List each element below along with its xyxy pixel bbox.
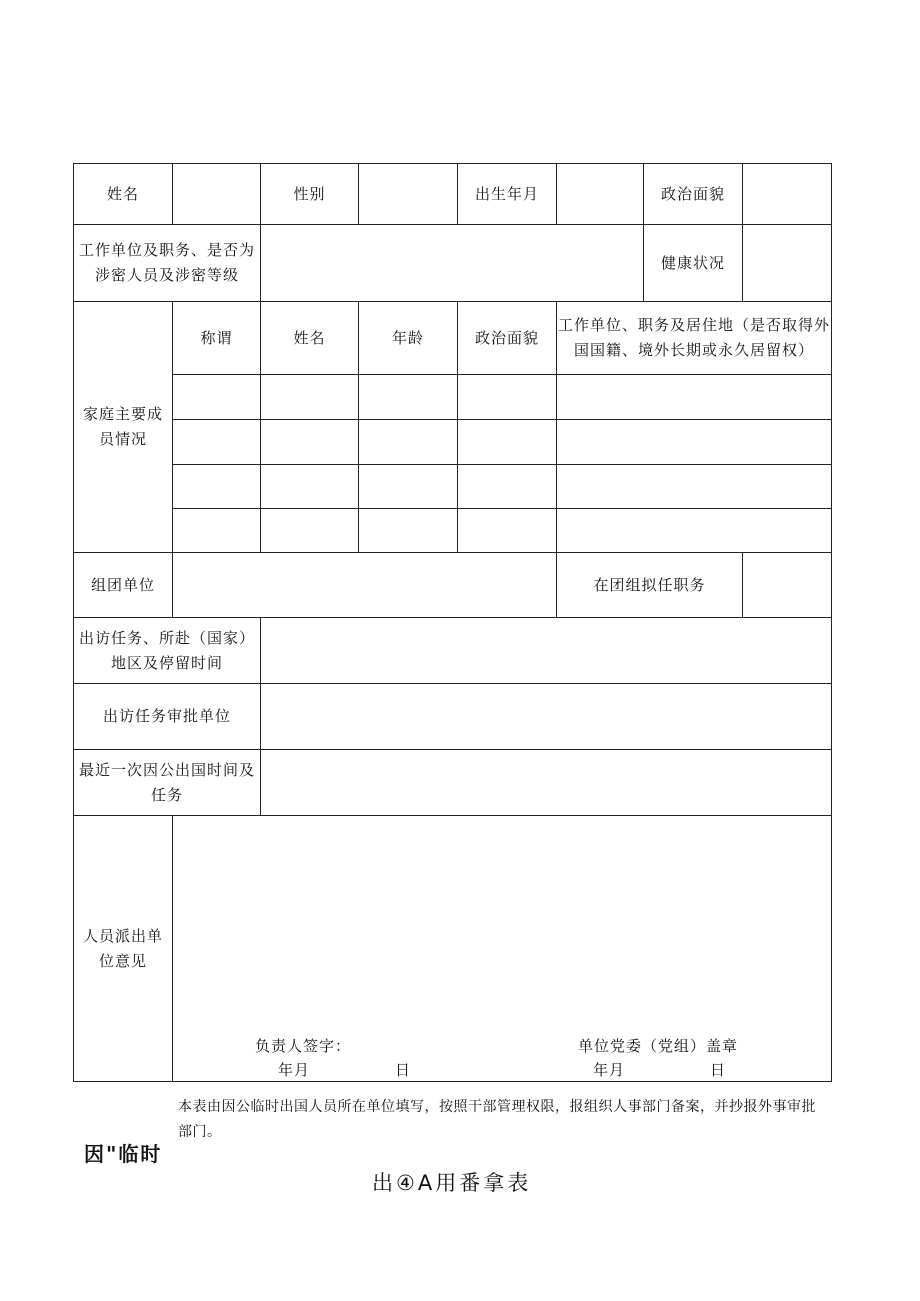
group-position-label: 在团组拟任职务 <box>557 553 743 618</box>
family-relation-cell[interactable] <box>173 420 261 465</box>
family-name-cell[interactable] <box>261 509 359 553</box>
family-political-cell[interactable] <box>458 509 557 553</box>
visit-task-label: 出访任务、所赴（国家）地区及停留时间 <box>74 618 261 684</box>
birth-field[interactable] <box>557 164 644 225</box>
last-trip-field[interactable] <box>261 750 832 816</box>
family-members-label-text: 家庭主要成员情况 <box>82 405 163 448</box>
signature-label: 负责人签字： <box>255 1037 352 1055</box>
political-status-label: 政治面貌 <box>644 164 743 225</box>
work-unit-label: 工作单位及职务、是否为涉密人员及涉密等级 <box>74 225 261 302</box>
signature-date-year-month: 年月 <box>278 1061 311 1079</box>
family-header-row <box>74 302 832 375</box>
name-field[interactable] <box>173 164 261 225</box>
family-political-cell[interactable] <box>458 420 557 465</box>
family-work-cell[interactable] <box>557 375 832 420</box>
family-political-cell[interactable] <box>458 465 557 509</box>
family-age-cell[interactable] <box>359 375 458 420</box>
row-opinion <box>74 816 832 1082</box>
family-members-label <box>74 302 173 553</box>
seal-date-year-month: 年月 <box>593 1061 626 1079</box>
seal-label: 单位党委（党组）盖章 <box>578 1037 739 1055</box>
family-age-cell[interactable] <box>359 420 458 465</box>
birth-label: 出生年月 <box>458 164 557 225</box>
signature-date-day: 日 <box>395 1061 412 1079</box>
name-label: 姓名 <box>74 164 173 225</box>
family-row <box>74 465 832 509</box>
family-work-cell[interactable] <box>557 509 832 553</box>
family-row <box>74 375 832 420</box>
health-field[interactable] <box>743 225 832 302</box>
family-age-header: 年龄 <box>359 302 458 375</box>
row-approval <box>74 684 832 750</box>
family-work-header: 工作单位、职务及居住地（是否取得外国国籍、境外长期或永久居留权） <box>557 302 832 375</box>
group-unit-field[interactable] <box>173 553 557 618</box>
family-political-header: 政治面貌 <box>458 302 557 375</box>
seal-date-day: 日 <box>710 1061 727 1079</box>
caption-left: 因"临时 <box>84 1142 163 1166</box>
work-unit-field[interactable] <box>261 225 644 302</box>
family-work-cell[interactable] <box>557 465 832 509</box>
approval-unit-label: 出访任务审批单位 <box>74 684 261 750</box>
family-relation-cell[interactable] <box>173 465 261 509</box>
row-basic-info <box>74 164 832 225</box>
family-relation-cell[interactable] <box>173 375 261 420</box>
row-work-unit <box>74 225 832 302</box>
family-name-cell[interactable] <box>261 465 359 509</box>
form-note: 本表由因公临时出国人员所在单位填写，按照干部管理权限，报组织人事部门备案，并抄报外事审批部门。 <box>178 1099 816 1140</box>
family-row <box>74 509 832 553</box>
family-relation-header: 称谓 <box>173 302 261 375</box>
opinion-label-text: 人员派出单位意见 <box>82 926 163 970</box>
last-trip-label: 最近一次因公出国时间及任务 <box>74 750 261 816</box>
opinion-label <box>74 816 173 1082</box>
political-status-field[interactable] <box>743 164 832 225</box>
caption-center: 出④A用番拿表 <box>372 1171 532 1195</box>
group-unit-label: 组团单位 <box>74 553 173 618</box>
family-age-cell[interactable] <box>359 509 458 553</box>
family-name-cell[interactable] <box>261 420 359 465</box>
family-name-cell[interactable] <box>261 375 359 420</box>
approval-unit-field[interactable] <box>261 684 832 750</box>
row-visit-task <box>74 618 832 684</box>
row-last-trip <box>74 750 832 816</box>
family-political-cell[interactable] <box>458 375 557 420</box>
family-age-cell[interactable] <box>359 465 458 509</box>
family-row <box>74 420 832 465</box>
family-relation-cell[interactable] <box>173 509 261 553</box>
health-label: 健康状况 <box>644 225 743 302</box>
row-group <box>74 553 832 618</box>
family-name-header: 姓名 <box>261 302 359 375</box>
family-work-cell[interactable] <box>557 420 832 465</box>
gender-label: 性别 <box>261 164 359 225</box>
group-position-field[interactable] <box>743 553 832 618</box>
application-form-table <box>73 163 832 1082</box>
visit-task-field[interactable] <box>261 618 832 684</box>
opinion-field[interactable] <box>173 816 832 1082</box>
gender-field[interactable] <box>359 164 458 225</box>
